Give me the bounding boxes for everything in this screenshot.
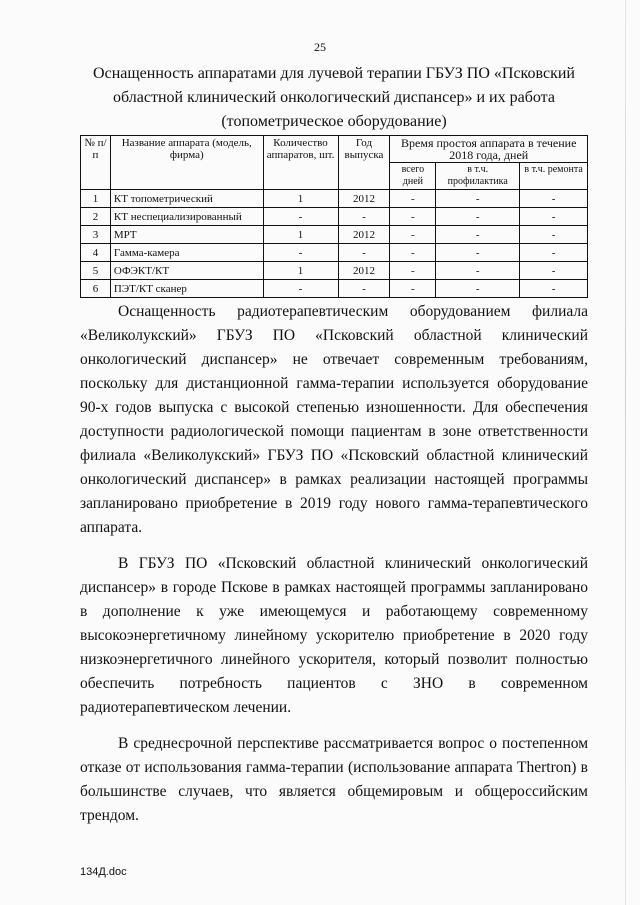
table-row [81, 244, 588, 262]
cell-name: КТ топометрический [110, 190, 263, 208]
cell-total: - [390, 226, 436, 244]
cell-prevention: - [436, 226, 520, 244]
table-row [81, 226, 588, 244]
cell-prevention: - [436, 262, 520, 280]
cell-total: - [390, 190, 436, 208]
cell-total: - [390, 244, 436, 262]
cell-name: Гамма-камера [110, 244, 263, 262]
header-downtime: Время простоя аппарата в течение 2018 года, дней [390, 136, 588, 163]
cell-num: 3 [81, 226, 111, 244]
cell-total: - [390, 208, 436, 226]
title-line-2: областной клинический онкологический диспансер» и их работа [113, 89, 555, 106]
paragraph-1: Оснащенность радиотерапевтическим оборудованием филиала «Великолукский» ГБУЗ ПО «Псковский областной клинический онкологический диспансер» не отвечает современным требованиям, поскольку для дистанционной гамма-терапии используется оборудование 90-х годов выпуска с высокой степенью изношенности. Для обеспечения доступности радиологической помощи пациентам в зоне ответственности филиала «Великолукский» ГБУЗ ПО «Псковский областной клинический онкологический диспансер» в рамках реализации настоящей программы запланировано приобретение в 2019 году нового гамма-терапевтического аппарата. [80, 303, 588, 536]
cell-name: ОФЭКТ/КТ [110, 262, 263, 280]
cell-name: КТ неспециализированный [110, 208, 263, 226]
table-row [81, 262, 588, 280]
cell-num: 6 [81, 280, 111, 298]
header-prevention: в т.ч. профилактика [436, 163, 520, 190]
scan-edge-line [625, 0, 626, 905]
page-number: 25 [314, 40, 326, 54]
document-title [80, 62, 588, 134]
cell-repair: - [520, 262, 588, 280]
cell-count: 1 [263, 226, 338, 244]
cell-name: ПЭТ/КТ сканер [110, 280, 263, 298]
cell-repair: - [520, 208, 588, 226]
table-row [81, 280, 588, 298]
cell-year: 2012 [338, 190, 390, 208]
paragraph-3: В среднесрочной перспективе рассматривается вопрос о постепенном отказе от использования гамма-терапии (использование аппарата Thertron) в большинстве случаев, что является общемировым и общероссийским трендом. [80, 735, 588, 824]
cell-prevention: - [436, 280, 520, 298]
header-num: № п/п [81, 136, 111, 190]
cell-name: МРТ [110, 226, 263, 244]
cell-count: 1 [263, 190, 338, 208]
table-row [81, 190, 588, 208]
cell-total: - [390, 262, 436, 280]
cell-year: 2012 [338, 262, 390, 280]
cell-count: - [263, 280, 338, 298]
cell-prevention: - [436, 244, 520, 262]
equipment-table [80, 135, 588, 298]
cell-count: - [263, 244, 338, 262]
cell-repair: - [520, 190, 588, 208]
header-total: всего дней [390, 163, 436, 190]
cell-prevention: - [436, 190, 520, 208]
cell-repair: - [520, 244, 588, 262]
cell-count: - [263, 208, 338, 226]
cell-repair: - [520, 226, 588, 244]
paragraph-2: В ГБУЗ ПО «Псковский областной клинический онкологический диспансер» в городе Пскове в рамках настоящей программы запланировано в дополнение к уже имеющемуся и работающему современному высокоэнергетичному линейному ускорителю приобретение в 2020 году низкоэнергетичного линейного ускорителя, который позволит полностью обеспечить потребность пациентов с ЗНО в современном радиотерапевтическом лечении. [80, 555, 588, 716]
header-name: Название аппарата (модель, фирма) [110, 136, 263, 190]
cell-num: 4 [81, 244, 111, 262]
footer-filename: 134Д.doc [80, 866, 127, 878]
cell-num: 5 [81, 262, 111, 280]
title-line-1: Оснащенность аппаратами для лучевой терапии ГБУЗ ПО «Псковский [93, 65, 575, 82]
body-text [80, 300, 588, 840]
cell-year: - [338, 280, 390, 298]
cell-year: - [338, 244, 390, 262]
cell-prevention: - [436, 208, 520, 226]
cell-year: - [338, 208, 390, 226]
cell-repair: - [520, 280, 588, 298]
cell-count: 1 [263, 262, 338, 280]
table-row [81, 208, 588, 226]
cell-total: - [390, 280, 436, 298]
header-year: Год выпуска [338, 136, 390, 190]
header-repair: в т.ч. ремонта [520, 163, 588, 190]
title-line-3: (топометрическое оборудование) [221, 113, 447, 130]
header-count: Количество аппаратов, шт. [263, 136, 338, 190]
cell-year: 2012 [338, 226, 390, 244]
cell-num: 2 [81, 208, 111, 226]
cell-num: 1 [81, 190, 111, 208]
